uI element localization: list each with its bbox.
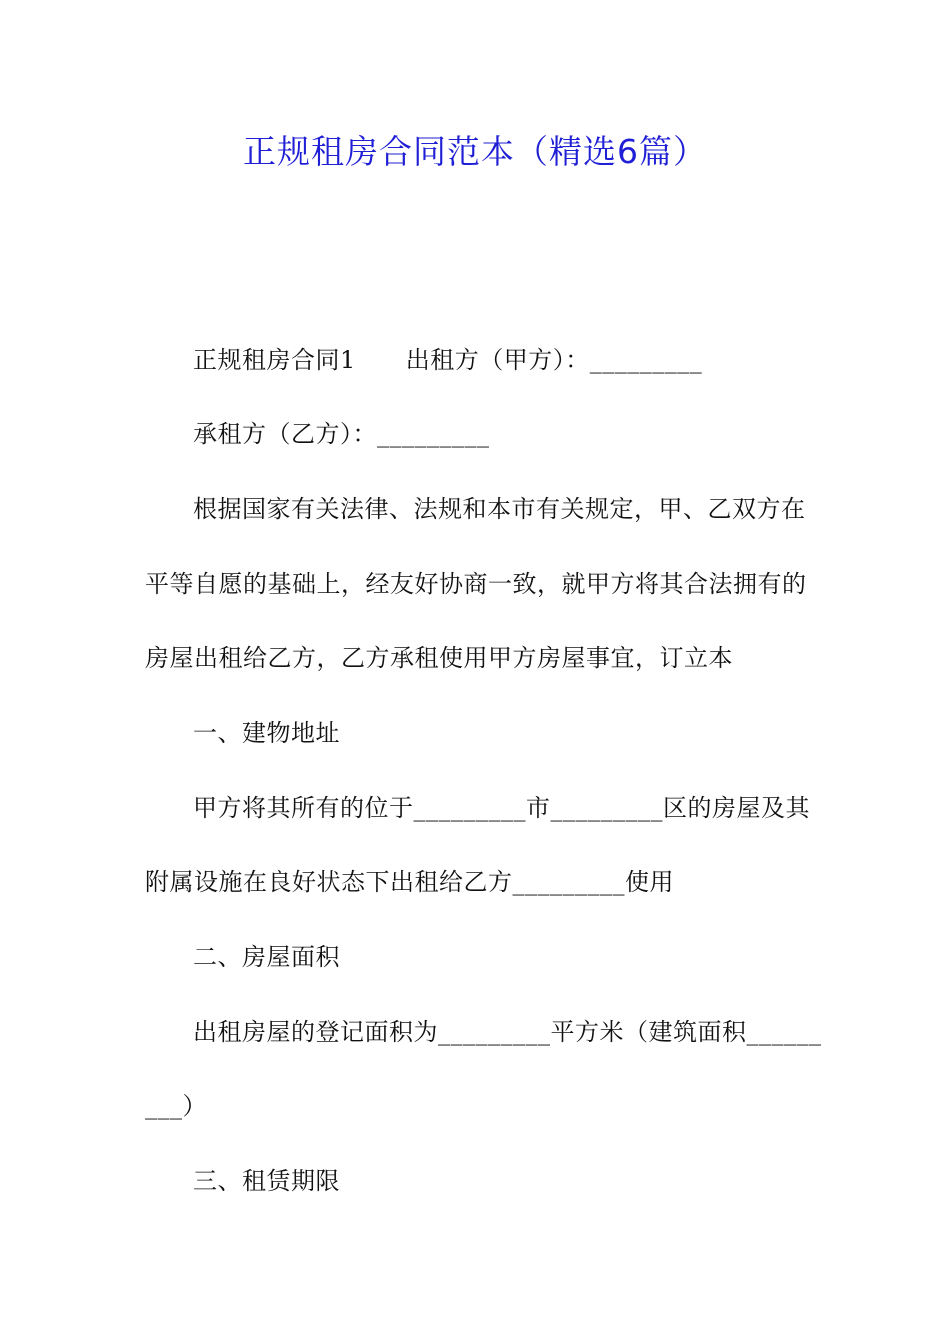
- section-heading: 二、房屋面积: [193, 943, 340, 971]
- section-heading: 一、建物地址: [193, 719, 340, 747]
- paragraph-line: 根据国家有关法律、法规和本市有关规定，甲、乙双方在: [193, 495, 806, 523]
- contract-heading-line: [0, 340, 950, 380]
- paragraph-line: 出租房屋的登记面积为_________平方米（建筑面积______: [193, 1018, 822, 1046]
- paragraph-line: 甲方将其所有的位于_________市_________区的房屋及其: [193, 794, 810, 822]
- lessee-field: 承租方（乙方）：_________: [193, 420, 490, 448]
- lessor-field: 出租方（甲方）：_________: [405, 346, 703, 374]
- contract-number: 正规租房合同1: [193, 346, 356, 374]
- paragraph-line: 房屋出租给乙方，乙方承租使用甲方房屋事宜，订立本: [145, 644, 733, 672]
- paragraph-line: 附属设施在良好状态下出租给乙方_________使用: [145, 868, 674, 896]
- paragraph-line: ___）: [145, 1092, 207, 1120]
- paragraph-line: 平等自愿的基础上，经友好协商一致，就甲方将其合法拥有的: [145, 570, 807, 598]
- document-title: 正规租房合同范本（精选6篇）: [243, 132, 707, 171]
- section-heading: 三、租赁期限: [193, 1167, 340, 1195]
